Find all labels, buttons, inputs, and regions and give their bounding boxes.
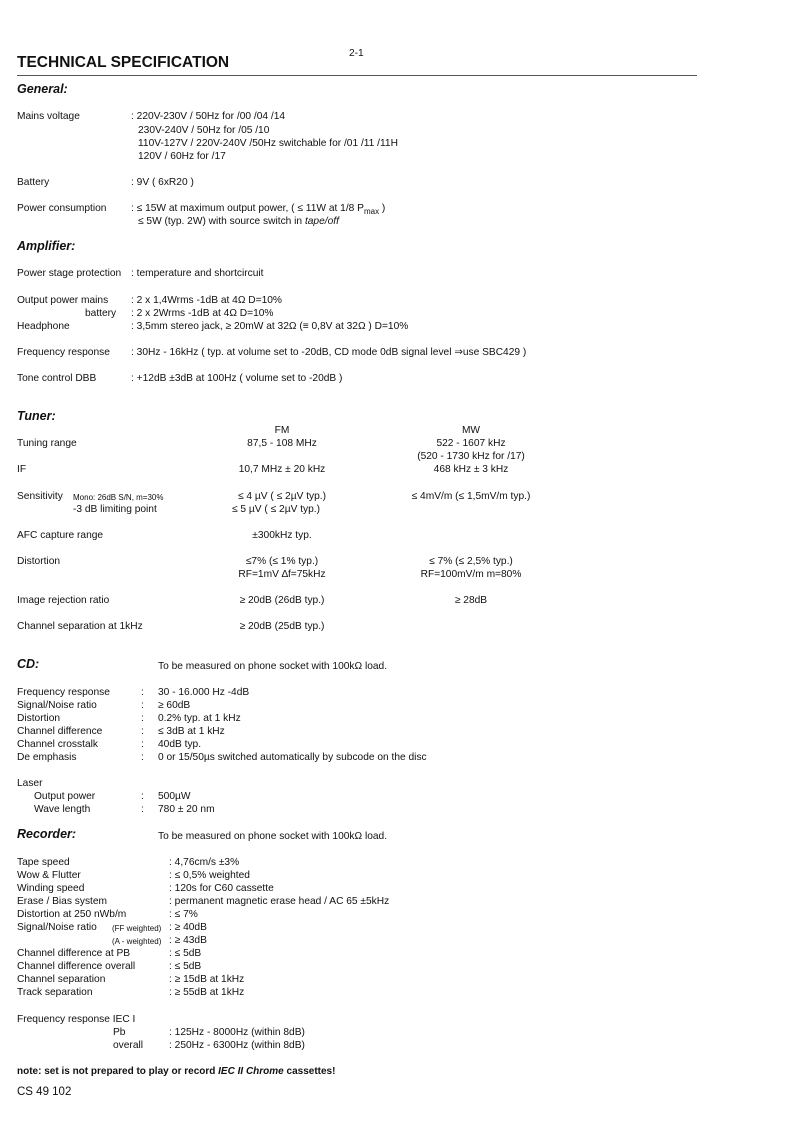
distortion-fm-2: RF=1mV ∆f=75kHz (238, 569, 326, 580)
page-number: 2-1 (349, 48, 364, 59)
tuning-range-label: Tuning range (17, 438, 77, 449)
note-part-c: cassettes! (283, 1066, 336, 1077)
power-end: ) (379, 203, 386, 214)
rec-spec-label: Distortion at 250 nWb/m (17, 909, 127, 920)
cd-spec-value: 0 or 15/50µs switched automatically by subcode on the disc (158, 752, 427, 763)
mains-voltage-line: 230V-240V / 50Hz for /05 /10 (138, 125, 270, 136)
rec-spec2-label: Channel separation (17, 974, 106, 985)
output-power-label: Output power mains (17, 295, 109, 306)
rec-spec2-label: Track separation (17, 987, 93, 998)
cassette-note (17, 1066, 335, 1077)
rec-spec-value: : 4,76cm/s ±3% (169, 857, 240, 868)
sn-a-label: (A - weighted) (112, 937, 162, 946)
cd-spec-colon: : (141, 752, 144, 763)
rec-pb-label: Pb (113, 1027, 126, 1038)
protection-label: Power stage protection (17, 268, 122, 279)
cd-spec-colon: : (141, 713, 144, 724)
cd-spec-value: 0.2% typ. at 1 kHz (158, 713, 241, 724)
section-heading-amplifier: Amplifier: (17, 239, 76, 253)
sn-ff-label: (FF weighted) (112, 924, 162, 933)
rec-spec-label: Tape speed (17, 857, 70, 868)
headphone-value: : 3,5mm stereo jack, ≥ 20mW at 32Ω (≡ 0,8V at 32Ω ) D=10% (131, 321, 409, 332)
mains-voltage-line: : 220V-230V / 50Hz for /00 /04 /14 (131, 111, 286, 122)
cd-spec-colon: : (141, 687, 144, 698)
note-part-a: note: set is not prepared to play or record (17, 1066, 219, 1077)
rec-spec-value: : 120s for C60 cassette (169, 883, 274, 894)
cd-spec-label: Signal/Noise ratio (17, 700, 97, 711)
sn-ff-value: : ≥ 40dB (169, 922, 207, 933)
rec-spec-value: : ≤ 0,5% weighted (169, 870, 250, 881)
cd-spec-label: Channel difference (17, 726, 103, 737)
sensitivity-label: Sensitivity (17, 491, 63, 502)
rec-spec2-value: : ≥ 55dB at 1kHz (169, 987, 245, 998)
afc-label: AFC capture range (17, 530, 104, 541)
sensitivity-mw: ≤ 4mV/m (≤ 1,5mV/m typ.) (411, 491, 531, 502)
rec-spec2-value: : ≤ 5dB (169, 961, 202, 972)
rec-overall-value: : 250Hz - 6300Hz (within 8dB) (169, 1040, 305, 1051)
sn-a-value: : ≥ 43dB (169, 935, 207, 946)
headphone-label: Headphone (17, 321, 70, 332)
laser-label: Laser (17, 778, 43, 789)
rec-spec-value: : ≤ 7% (169, 909, 198, 920)
tuning-range-mw-17: (520 - 1730 kHz for /17) (417, 451, 525, 462)
cd-spec-label: Frequency response (17, 687, 110, 698)
channel-separation-fm: ≥ 20dB (25dB typ.) (239, 621, 325, 632)
mains-voltage-label: Mains voltage (17, 111, 80, 122)
battery-label: Battery (17, 177, 50, 188)
cd-spec-value: ≤ 3dB at 1 kHz (158, 726, 225, 737)
mains-voltage-line: 120V / 60Hz for /17 (138, 151, 226, 162)
sn-label: Signal/Noise ratio (17, 922, 97, 933)
laser-spec-value: 780 ± 20 nm (158, 804, 215, 815)
cd-spec-value: 30 - 16.000 Hz -4dB (158, 687, 250, 698)
footer-code: CS 49 102 (17, 1086, 72, 1098)
rec-spec2-value: : ≤ 5dB (169, 948, 202, 959)
power-mode: tape/off (304, 216, 339, 227)
amp-frequency-value: : 30Hz - 16kHz ( typ. at volume set to -20dB, CD mode 0dB signal level ⇒use SBC429 ) (131, 347, 527, 358)
rec-spec-label: Wow & Flutter (17, 870, 81, 881)
cd-spec-value: ≥ 60dB (158, 700, 191, 711)
laser-spec-label: Wave length (34, 804, 91, 815)
tuner-col-fm: FM (274, 425, 290, 436)
laser-spec-value: 500µW (158, 791, 191, 802)
cd-spec-label: Channel crosstalk (17, 739, 98, 750)
tone-control-value: : +12dB ±3dB at 100Hz ( volume set to -20dB ) (131, 373, 343, 384)
laser-spec-colon: : (141, 791, 144, 802)
laser-spec-colon: : (141, 804, 144, 815)
cd-spec-colon: : (141, 726, 144, 737)
power-consumption-line2 (138, 215, 339, 228)
if-label: IF (17, 464, 27, 475)
sensitivity-sub-mono: Mono: 26dB S/N, m=30% (73, 493, 164, 502)
rec-pb-value: : 125Hz - 8000Hz (within 8dB) (169, 1027, 305, 1038)
distortion-label: Distortion (17, 556, 61, 567)
image-rejection-mw: ≥ 28dB (454, 595, 488, 606)
section-heading-general: General: (17, 82, 68, 96)
rec-spec-label: Winding speed (17, 883, 85, 894)
distortion-mw-1: ≤ 7% (≤ 2,5% typ.) (429, 556, 513, 567)
power-text: : ≤ 15W at maximum output power, ( ≤ 11W at 1/8 P (131, 203, 364, 214)
laser-spec-label: Output power (34, 791, 96, 802)
output-power-mains: : 2 x 1,4Wrms -1dB at 4Ω D=10% (131, 295, 282, 306)
power-text2: ≤ 5W (typ. 2W) with source switch in (138, 216, 305, 227)
rec-spec-label: Erase / Bias system (17, 896, 108, 907)
distortion-fm-1: ≤7% (≤ 1% typ.) (245, 556, 319, 567)
tuner-col-mw: MW (461, 425, 481, 436)
sensitivity-fm-1: ≤ 4 µV ( ≤ 2µV typ.) (237, 491, 327, 502)
protection-value: : temperature and shortcircuit (131, 268, 264, 279)
if-fm: 10,7 MHz ± 20 kHz (238, 464, 326, 475)
power-subscript: max (363, 207, 380, 217)
note-chrome: IEC II Chrome (218, 1066, 284, 1077)
sensitivity-fm-2: ≤ 5 µV ( ≤ 2µV typ.) (231, 504, 321, 515)
rec-spec2-value: : ≥ 15dB at 1kHz (169, 974, 245, 985)
tuning-range-mw: 522 - 1607 kHz (436, 438, 506, 449)
image-rejection-label: Image rejection ratio (17, 595, 110, 606)
page-title: TECHNICAL SPECIFICATION (17, 54, 230, 71)
power-consumption-label: Power consumption (17, 203, 107, 214)
rec-freq-label: Frequency response IEC I (17, 1014, 136, 1025)
recorder-measure-note: To be measured on phone socket with 100kΩ load. (158, 831, 388, 842)
distortion-mw-2: RF=100mV/m m=80% (420, 569, 522, 580)
cd-spec-label: Distortion (17, 713, 61, 724)
if-mw: 468 kHz ± 3 kHz (433, 464, 509, 475)
cd-measure-note: To be measured on phone socket with 100kΩ load. (158, 661, 388, 672)
image-rejection-fm: ≥ 20dB (26dB typ.) (239, 595, 325, 606)
amp-frequency-label: Frequency response (17, 347, 110, 358)
cd-spec-colon: : (141, 700, 144, 711)
output-power-battery: : 2 x 2Wrms -1dB at 4Ω D=10% (131, 308, 274, 319)
tone-control-label: Tone control DBB (17, 373, 97, 384)
rec-overall-label: overall (113, 1040, 144, 1051)
tuning-range-fm: 87,5 - 108 MHz (247, 438, 317, 449)
cd-spec-value: 40dB typ. (158, 739, 202, 750)
output-battery-label: battery (85, 308, 117, 319)
afc-fm: ±300kHz typ. (252, 530, 312, 541)
mains-voltage-line: 110V-127V / 220V-240V /50Hz switchable for /01 /11 /11H (138, 138, 398, 149)
rec-spec2-label: Channel difference at PB (17, 948, 131, 959)
channel-separation-label: Channel separation at 1kHz (17, 621, 143, 632)
rec-spec-value: : permanent magnetic erase head / AC 65 ±5kHz (169, 896, 390, 907)
rec-spec2-label: Channel difference overall (17, 961, 136, 972)
section-heading-tuner: Tuner: (17, 409, 56, 423)
title-rule (17, 75, 697, 76)
cd-spec-label: De emphasis (17, 752, 77, 763)
section-heading-cd: CD: (17, 657, 40, 671)
cd-spec-colon: : (141, 739, 144, 750)
sensitivity-sub-limiting: -3 dB limiting point (73, 504, 157, 515)
battery-value: : 9V ( 6xR20 ) (131, 177, 194, 188)
section-heading-recorder: Recorder: (17, 827, 77, 841)
